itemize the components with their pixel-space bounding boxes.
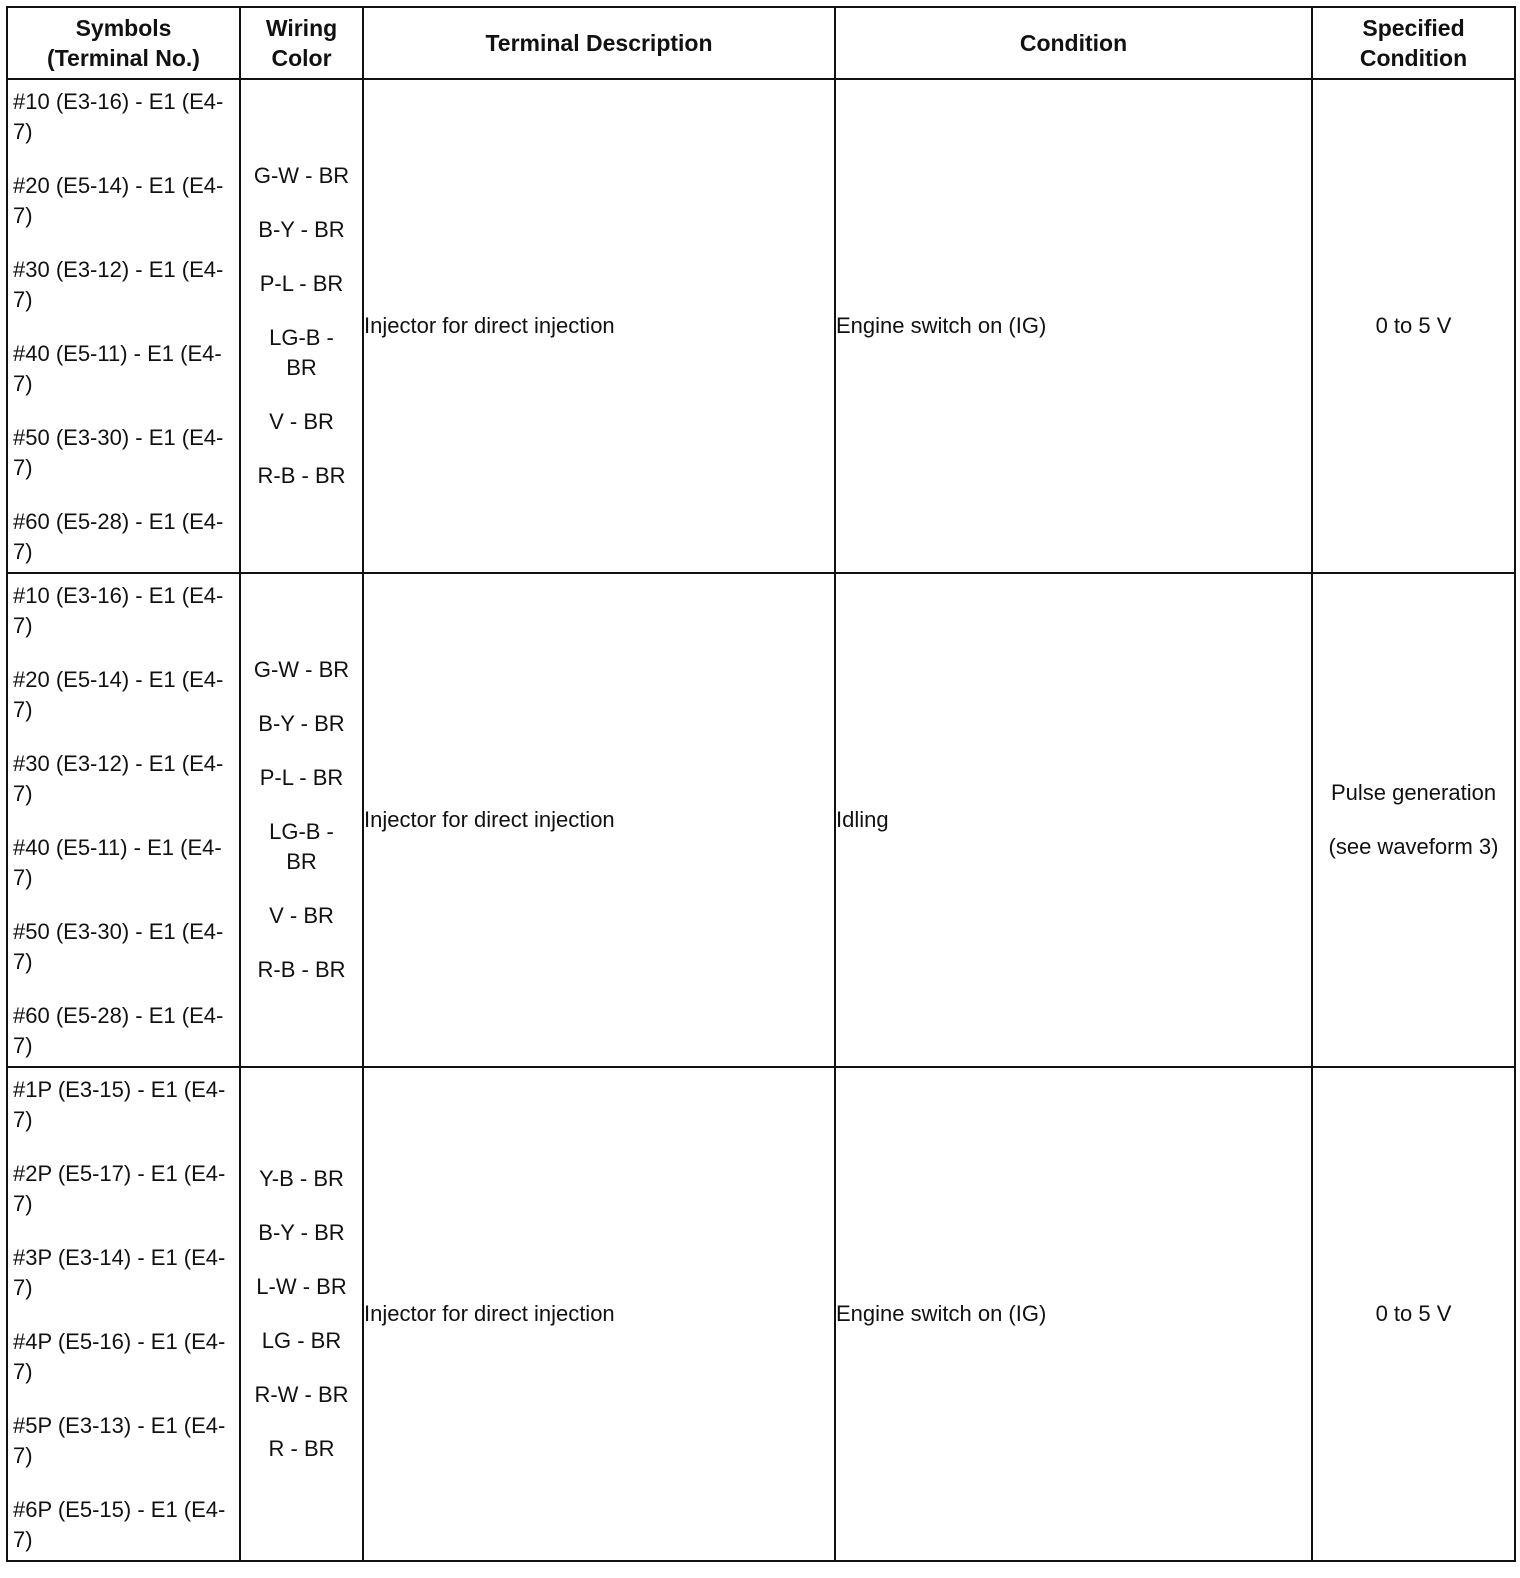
terminal-symbol: #20 (E5-14) - E1 (E4-7) [13, 667, 224, 722]
wiring-color: P-L - BR [259, 765, 344, 790]
terminal-symbol: #50 (E3-30) - E1 (E4-7) [13, 919, 224, 974]
wiring-color: R-B - BR [257, 957, 346, 982]
wiring-color: G-W - BR [253, 657, 350, 682]
terminal-symbol: #30 (E3-12) - E1 (E4-7) [13, 257, 224, 312]
wiring-color: G-W - BR [253, 163, 350, 188]
specified-condition-cell [1312, 573, 1515, 1067]
table-row [7, 573, 1515, 1067]
header-specified-condition: Specified Condition [1312, 7, 1515, 79]
symbols-cell [7, 1067, 240, 1561]
wiring-color: P-L - BR [259, 271, 344, 296]
wiring-color: LG - BR [261, 1328, 342, 1353]
terminal-symbol: #1P (E3-15) - E1 (E4-7) [13, 1077, 226, 1132]
terminal-spec-table [6, 6, 1516, 1562]
terminal-symbol: #3P (E3-14) - E1 (E4-7) [13, 1245, 226, 1300]
condition-cell: Engine switch on (IG) [835, 1067, 1312, 1561]
wiring-color: LG-B - BR [269, 325, 334, 380]
wiring-color-cell [240, 79, 363, 573]
specified-condition-cell [1312, 1067, 1515, 1561]
wiring-color: R-B - BR [257, 463, 346, 488]
specified-condition-text: (see waveform 3) [1328, 834, 1499, 859]
terminal-symbol: #5P (E3-13) - E1 (E4-7) [13, 1413, 226, 1468]
wiring-color: R - BR [268, 1436, 335, 1461]
table-row [7, 79, 1515, 573]
terminal-description-cell: Injector for direct injection [363, 573, 835, 1067]
terminal-symbol: #40 (E5-11) - E1 (E4-7) [13, 835, 222, 890]
terminal-symbol: #6P (E5-15) - E1 (E4-7) [13, 1497, 226, 1552]
terminal-symbol: #40 (E5-11) - E1 (E4-7) [13, 341, 222, 396]
terminal-symbol: #10 (E3-16) - E1 (E4-7) [13, 583, 224, 638]
terminal-symbol: #20 (E5-14) - E1 (E4-7) [13, 173, 224, 228]
wiring-color-cell [240, 1067, 363, 1561]
terminal-description-cell: Injector for direct injection [363, 1067, 835, 1561]
specified-condition-cell [1312, 79, 1515, 573]
header-row [7, 7, 1515, 79]
wiring-color: B-Y - BR [258, 711, 345, 736]
header-condition: Condition [835, 7, 1312, 79]
table-row [7, 1067, 1515, 1561]
terminal-symbol: #4P (E5-16) - E1 (E4-7) [13, 1329, 226, 1384]
terminal-symbol: #50 (E3-30) - E1 (E4-7) [13, 425, 224, 480]
specified-condition-text: 0 to 5 V [1375, 313, 1452, 338]
specified-condition-text: Pulse generation [1330, 780, 1497, 805]
terminal-symbol: #10 (E3-16) - E1 (E4-7) [13, 89, 224, 144]
header-terminal-description: Terminal Description [363, 7, 835, 79]
wiring-color: V - BR [269, 903, 334, 928]
terminal-symbol: #2P (E5-17) - E1 (E4-7) [13, 1161, 226, 1216]
wiring-color: B-Y - BR [258, 1220, 345, 1245]
specified-condition-text: 0 to 5 V [1375, 1301, 1452, 1326]
wiring-color: B-Y - BR [258, 217, 345, 242]
symbols-cell [7, 573, 240, 1067]
wiring-color: R-W - BR [254, 1382, 349, 1407]
terminal-spec-sheet [6, 6, 1514, 1572]
wiring-color: L-W - BR [256, 1274, 347, 1299]
terminal-symbol: #60 (E5-28) - E1 (E4-7) [13, 1003, 224, 1058]
wiring-color-cell [240, 573, 363, 1067]
header-wiring-color: Wiring Color [240, 7, 363, 79]
terminal-description-cell: Injector for direct injection [363, 79, 835, 573]
condition-cell: Engine switch on (IG) [835, 79, 1312, 573]
wiring-color: LG-B - BR [269, 819, 334, 874]
terminal-symbol: #30 (E3-12) - E1 (E4-7) [13, 751, 224, 806]
header-symbols: Symbols (Terminal No.) [7, 7, 240, 79]
wiring-color: Y-B - BR [259, 1166, 344, 1191]
wiring-color: V - BR [269, 409, 334, 434]
terminal-symbol: #60 (E5-28) - E1 (E4-7) [13, 509, 224, 564]
condition-cell: Idling [835, 573, 1312, 1067]
symbols-cell [7, 79, 240, 573]
